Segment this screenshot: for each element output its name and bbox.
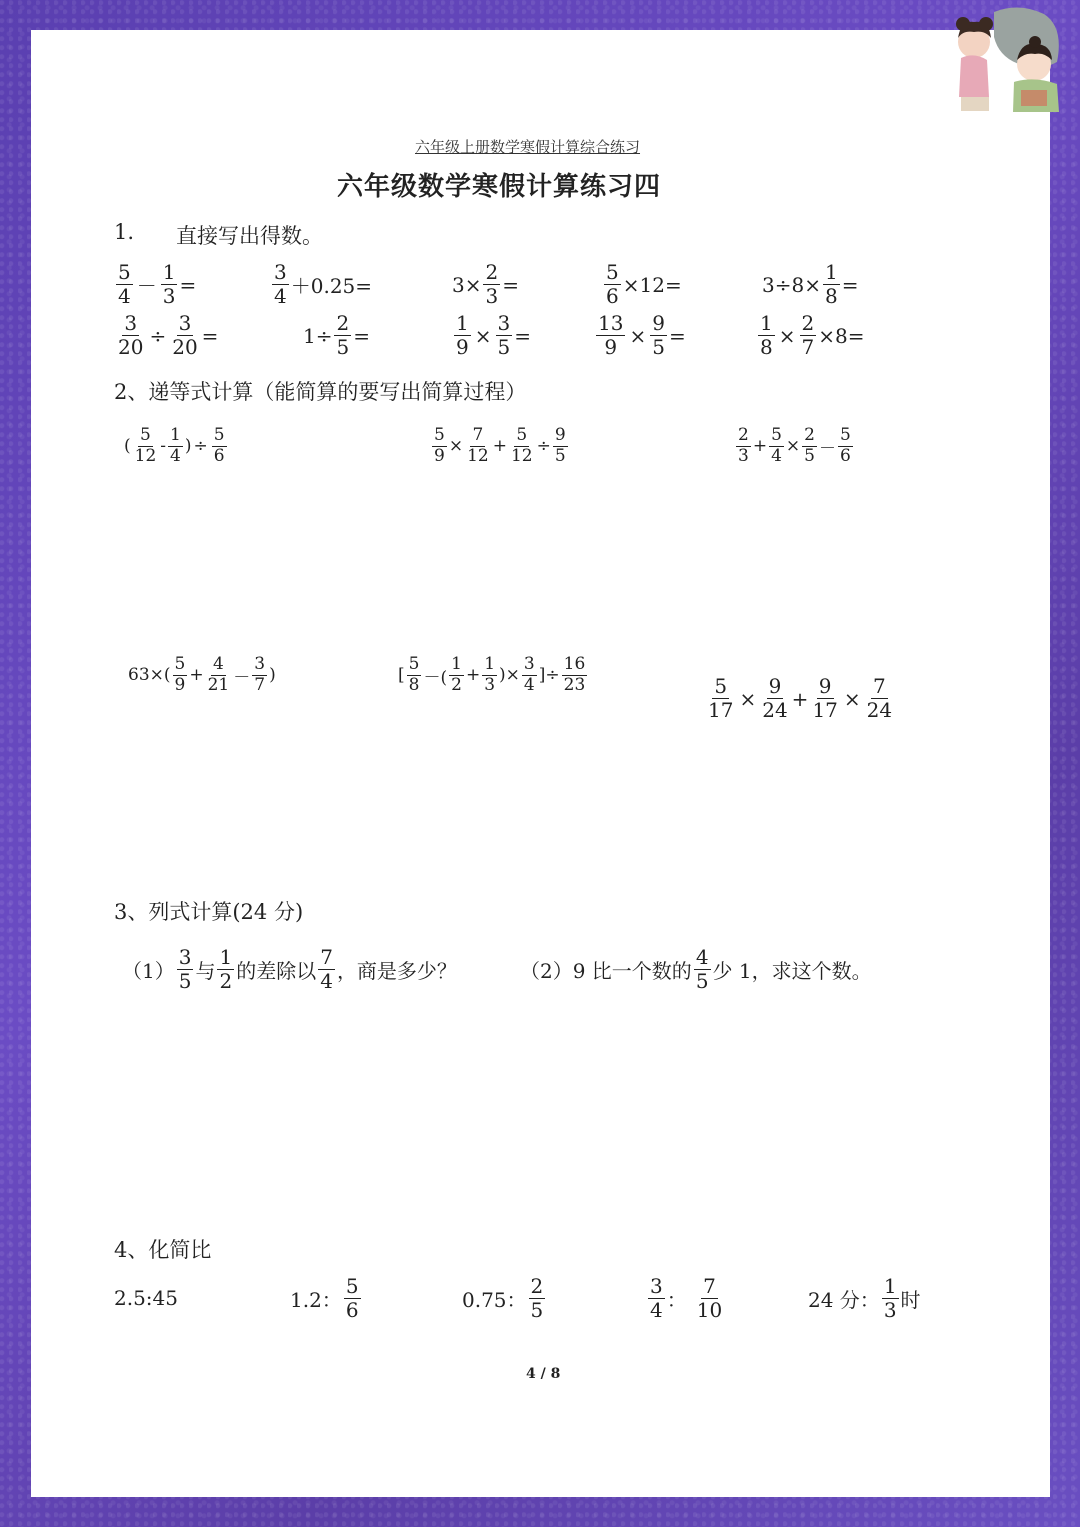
section4-heading: 4、化简比 — [114, 1238, 212, 1262]
ratio-3: 0.75： $\frac{2}{5}$ — [462, 1274, 544, 1322]
word-problem-2: （2）9 比一个数的 $\frac{4}{5}$ 少 1，求这个数。 — [520, 945, 872, 993]
q1-prefix: （1） — [122, 959, 175, 983]
problem-1-8: $\frac{1}{9}$ × $\frac{3}{5}$ = — [456, 311, 531, 359]
q1-mid1: 与 — [195, 959, 216, 983]
ratio-4: $\frac{3}{4}$ ： $\frac{7}{10}$ — [650, 1274, 723, 1322]
word-problem-1: （1） $\frac{3}{5}$ 与 $\frac{1}{2}$ 的差除以 $\frac{7}{4}$ ，商是多少？ — [122, 945, 457, 993]
section1-label: 1. — [114, 220, 135, 244]
problem-1-5: 3÷8× $\frac{1}{8}$ = — [762, 260, 859, 308]
q1-mid2: 的差除以 — [236, 959, 317, 983]
q2-prefix: （2）9 比一个数的 — [520, 959, 692, 983]
problem-2-2: $\frac{5}{9}$ × $\frac{7}{12}$ + $\frac{5}{12}$ ÷ $\frac{9}{5}$ — [434, 425, 566, 466]
problem-1-6: $\frac{3}{20}$ ÷ $\frac{3}{20}$ = — [118, 311, 219, 359]
problem-1-4: $\frac{5}{6}$ ×12= — [606, 260, 682, 308]
problem-1-1: $\frac{5}{4}$ － $\frac{1}{3}$ = — [118, 260, 197, 308]
problem-1-3: 3× $\frac{2}{3}$ = — [452, 260, 519, 308]
problem-1-9: $\frac{13}{9}$ × $\frac{9}{5}$ = — [598, 311, 686, 359]
problem-1-2: $\frac{3}{4}$ ＋0.25= — [274, 260, 373, 308]
problem-1-7: 1÷ $\frac{2}{5}$ = — [303, 311, 370, 359]
ratio-2-text: 1.2： — [290, 1288, 342, 1312]
ratio-1 — [114, 1286, 178, 1310]
problem-2-6: $\frac{5}{17}$ × $\frac{9}{24}$ + $\frac{9}{17}$ × $\frac{7}{24}$ — [708, 674, 893, 722]
problem-2-3: $\frac{2}{3}$ + $\frac{5}{4}$ × $\frac{2}{5}$ － $\frac{5}{6}$ — [738, 425, 851, 466]
ratio-3-text: 0.75： — [462, 1288, 527, 1312]
problem-2-4: 63×( $\frac{5}{9}$ + $\frac{4}{21}$ － $\frac{3}{7}$ ) — [128, 654, 276, 695]
q2-suffix: 少 1，求这个数。 — [712, 959, 872, 983]
two-children-reading-icon — [939, 2, 1074, 124]
ratio-1-text: 2.5:45 — [114, 1286, 178, 1310]
q1-suffix: ，商是多少？ — [336, 959, 457, 983]
page-number: 4 / 8 — [526, 1366, 561, 1382]
page-title: 六年级数学寒假计算练习四 — [337, 172, 662, 202]
problem-1-10: $\frac{1}{8}$ × $\frac{2}{7}$ ×8= — [760, 311, 865, 359]
ratio-5-text: 24 分： — [808, 1288, 880, 1312]
section3-heading: 3、列式计算(24 分) — [114, 900, 304, 924]
ratio-2: 1.2： $\frac{5}{6}$ — [290, 1274, 359, 1322]
problem-2-5: [ $\frac{5}{8}$ －( $\frac{1}{2}$ + $\frac{1}{3}$ )× $\frac{3}{4}$ ]÷ $\frac{16}{23}$ — [398, 654, 586, 695]
section1-heading: 直接写出得数。 — [176, 224, 323, 248]
problem-2-1: ( $\frac{5}{12}$ - $\frac{1}{4}$ ) ÷ $\frac{5}{6}$ — [124, 425, 225, 466]
ratio-4-colon: ： — [666, 1288, 687, 1312]
ratio-5: 24 分： $\frac{1}{3}$ 时 — [808, 1274, 921, 1322]
section2-heading: 2、递等式计算（能简算的要写出简算过程） — [114, 380, 527, 404]
header-subtitle: 六年级上册数学寒假计算综合练习 — [415, 138, 641, 156]
ratio-5-unit: 时 — [900, 1288, 921, 1312]
